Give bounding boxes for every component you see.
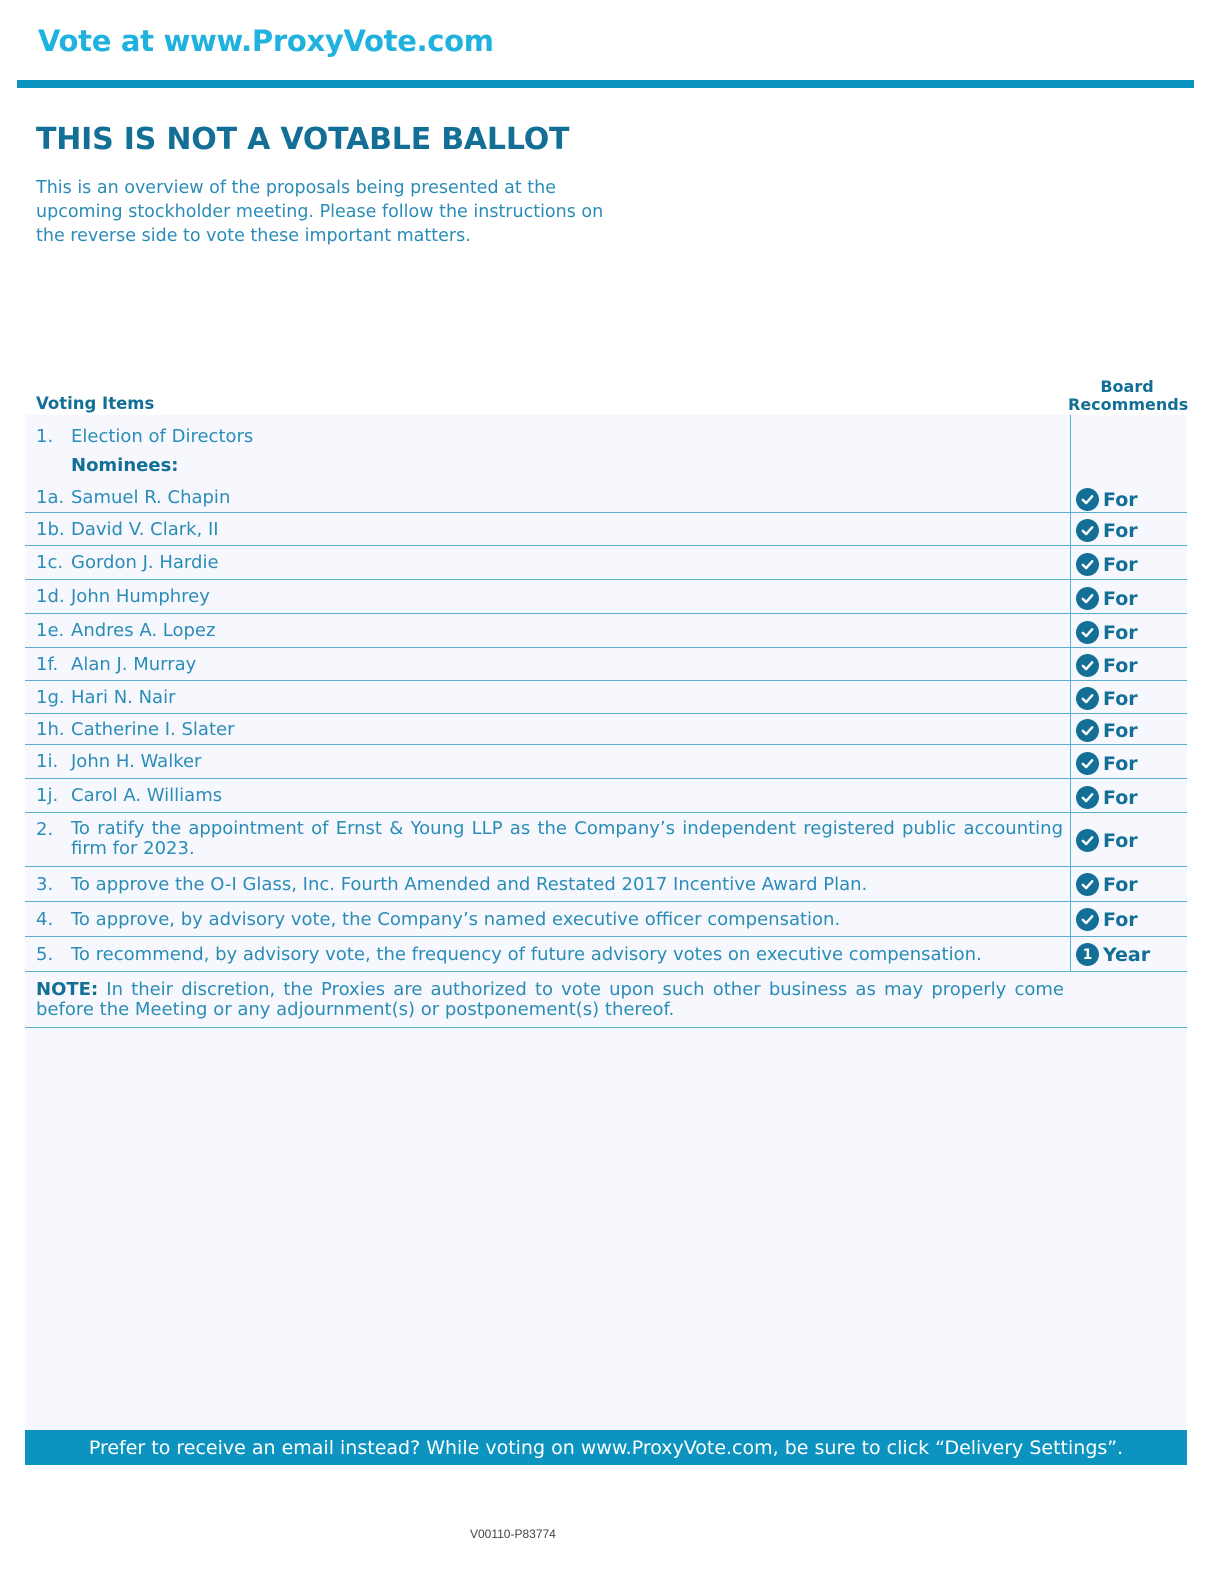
board-header-line: Board [1100,377,1154,396]
recommendation-label: For [1103,687,1138,710]
header-divider-bar [17,80,1194,88]
check-circle-icon [1076,829,1099,852]
board-recommendation [1076,908,1138,931]
note-text: In their discretion, the Proxies are authorized to vote upon such other business as may properly come before the Meeting or any adjournment(s) or postponement(s) thereof. [36,979,1064,1020]
item-number: 1f. [36,654,59,675]
check-circle-icon [1076,687,1099,710]
recommendation-label: For [1103,873,1138,896]
board-recommendation [1076,786,1138,809]
nominee-row [25,681,1187,714]
proposal-row [25,902,1187,937]
nominee-name: Hari N. Nair [71,687,176,708]
recommendation-label: Year [1103,943,1151,966]
board-recommendation [1076,873,1138,896]
item-number: 1b. [36,519,65,540]
recommendation-label: For [1103,752,1138,775]
proposal-text: To ratify the appointment of Ernst & Young LLP as the Company’s independent registered public accounting firm for 2023. [71,818,1063,859]
board-recommendation [1076,621,1138,644]
nominee-row [25,546,1187,580]
item-number: 1g. [36,687,65,708]
number-one-icon: 1 [1076,943,1099,966]
item-number: 4. [36,909,54,930]
recommend-column-divider [1070,415,1071,971]
check-circle-icon [1076,786,1099,809]
nominee-name: Carol A. Williams [71,785,223,806]
check-circle-icon [1076,621,1099,644]
recommendation-label: For [1103,908,1138,931]
recommendation-label: For [1103,621,1138,644]
note-paragraph [36,980,1064,1020]
document-code: V00110-P83774 [470,1527,556,1541]
recommendation-label: For [1103,587,1138,610]
board-header-line: Recommends [1068,395,1189,414]
board-recommendation [1076,943,1150,966]
intro-line: upcoming stockholder meeting. Please follow the instructions on [36,202,604,222]
nominee-name: Samuel R. Chapin [71,487,231,508]
recommendation-label: For [1103,488,1138,511]
intro-line: This is an overview of the proposals being presented at the [36,178,556,198]
check-circle-icon [1076,587,1099,610]
nominee-name: Catherine I. Slater [71,719,235,740]
check-circle-icon [1076,488,1099,511]
proposal-text: To approve, by advisory vote, the Company’s named executive officer compensation. [71,909,841,930]
note-label: NOTE: [36,979,99,1000]
check-circle-icon [1076,519,1099,542]
check-circle-icon [1076,908,1099,931]
nominee-name: John Humphrey [71,586,210,607]
nominee-name: Andres A. Lopez [71,620,216,641]
nominee-row [25,779,1187,813]
proposal-row [25,867,1187,902]
proposal-text: To approve the O-I Glass, Inc. Fourth Amended and Restated 2017 Incentive Award Plan. [71,874,868,895]
proposal-row [25,937,1187,972]
proposal-text: To recommend, by advisory vote, the frequency of future advisory votes on executive compensation. [71,944,982,965]
voting-items-header: Voting Items [36,394,155,413]
nominee-row [25,614,1187,648]
item-number: 1i. [36,751,59,772]
election-row [25,423,1187,453]
item-number: 1h. [36,719,65,740]
item-number: 1d. [36,586,65,607]
email-delivery-banner: Prefer to receive an email instead? While voting on www.ProxyVote.com, be sure to click “Delivery Settings”. [25,1430,1187,1465]
item-number: 3. [36,874,54,895]
intro-line: the reverse side to vote these important matters. [36,226,471,246]
recommendation-label: For [1103,786,1138,809]
nominee-row [25,580,1187,614]
check-circle-icon [1076,752,1099,775]
board-recommendation [1076,752,1138,775]
check-circle-icon [1076,719,1099,742]
nominee-row [25,745,1187,779]
board-recommendation [1076,587,1138,610]
intro-paragraph [36,176,636,248]
nominees-label: Nominees: [71,455,179,476]
item-number: 2. [36,819,54,840]
proposal-row [25,813,1187,867]
board-recommendation [1076,687,1138,710]
item-number: 1a. [36,487,65,508]
item-number: 5. [36,944,54,965]
nominee-name: Gordon J. Hardie [71,552,219,573]
recommendation-label: For [1103,829,1138,852]
item-number: 1j. [36,785,59,806]
note-divider [25,1027,1187,1028]
recommendation-label: For [1103,654,1138,677]
nominee-name: John H. Walker [71,751,202,772]
board-recommendation [1076,719,1138,742]
board-recommendation [1076,553,1138,576]
recommendation-label: For [1103,553,1138,576]
nominee-row [25,483,1187,513]
check-circle-icon [1076,873,1099,896]
nominee-row [25,714,1187,745]
nominee-name: Alan J. Murray [71,654,197,675]
board-recommendation [1076,654,1138,677]
check-circle-icon [1076,654,1099,677]
nominee-row [25,513,1187,546]
board-recommendation [1076,488,1138,511]
proxyvote-header-url: Vote at www.ProxyVote.com [38,24,494,58]
item-number: 1c. [36,552,64,573]
page-title: THIS IS NOT A VOTABLE BALLOT [36,122,570,157]
board-recommends-header [1068,377,1189,414]
nominees-heading-row [25,453,1187,483]
board-recommendation [1076,829,1138,852]
item-number: 1e. [36,620,65,641]
board-recommendation [1076,519,1138,542]
recommendation-label: For [1103,719,1138,742]
item-text: Election of Directors [71,426,254,447]
recommendation-label: For [1103,519,1138,542]
check-circle-icon [1076,553,1099,576]
item-number: 1. [36,426,54,447]
nominee-name: David V. Clark, II [71,519,219,540]
nominee-row [25,648,1187,681]
